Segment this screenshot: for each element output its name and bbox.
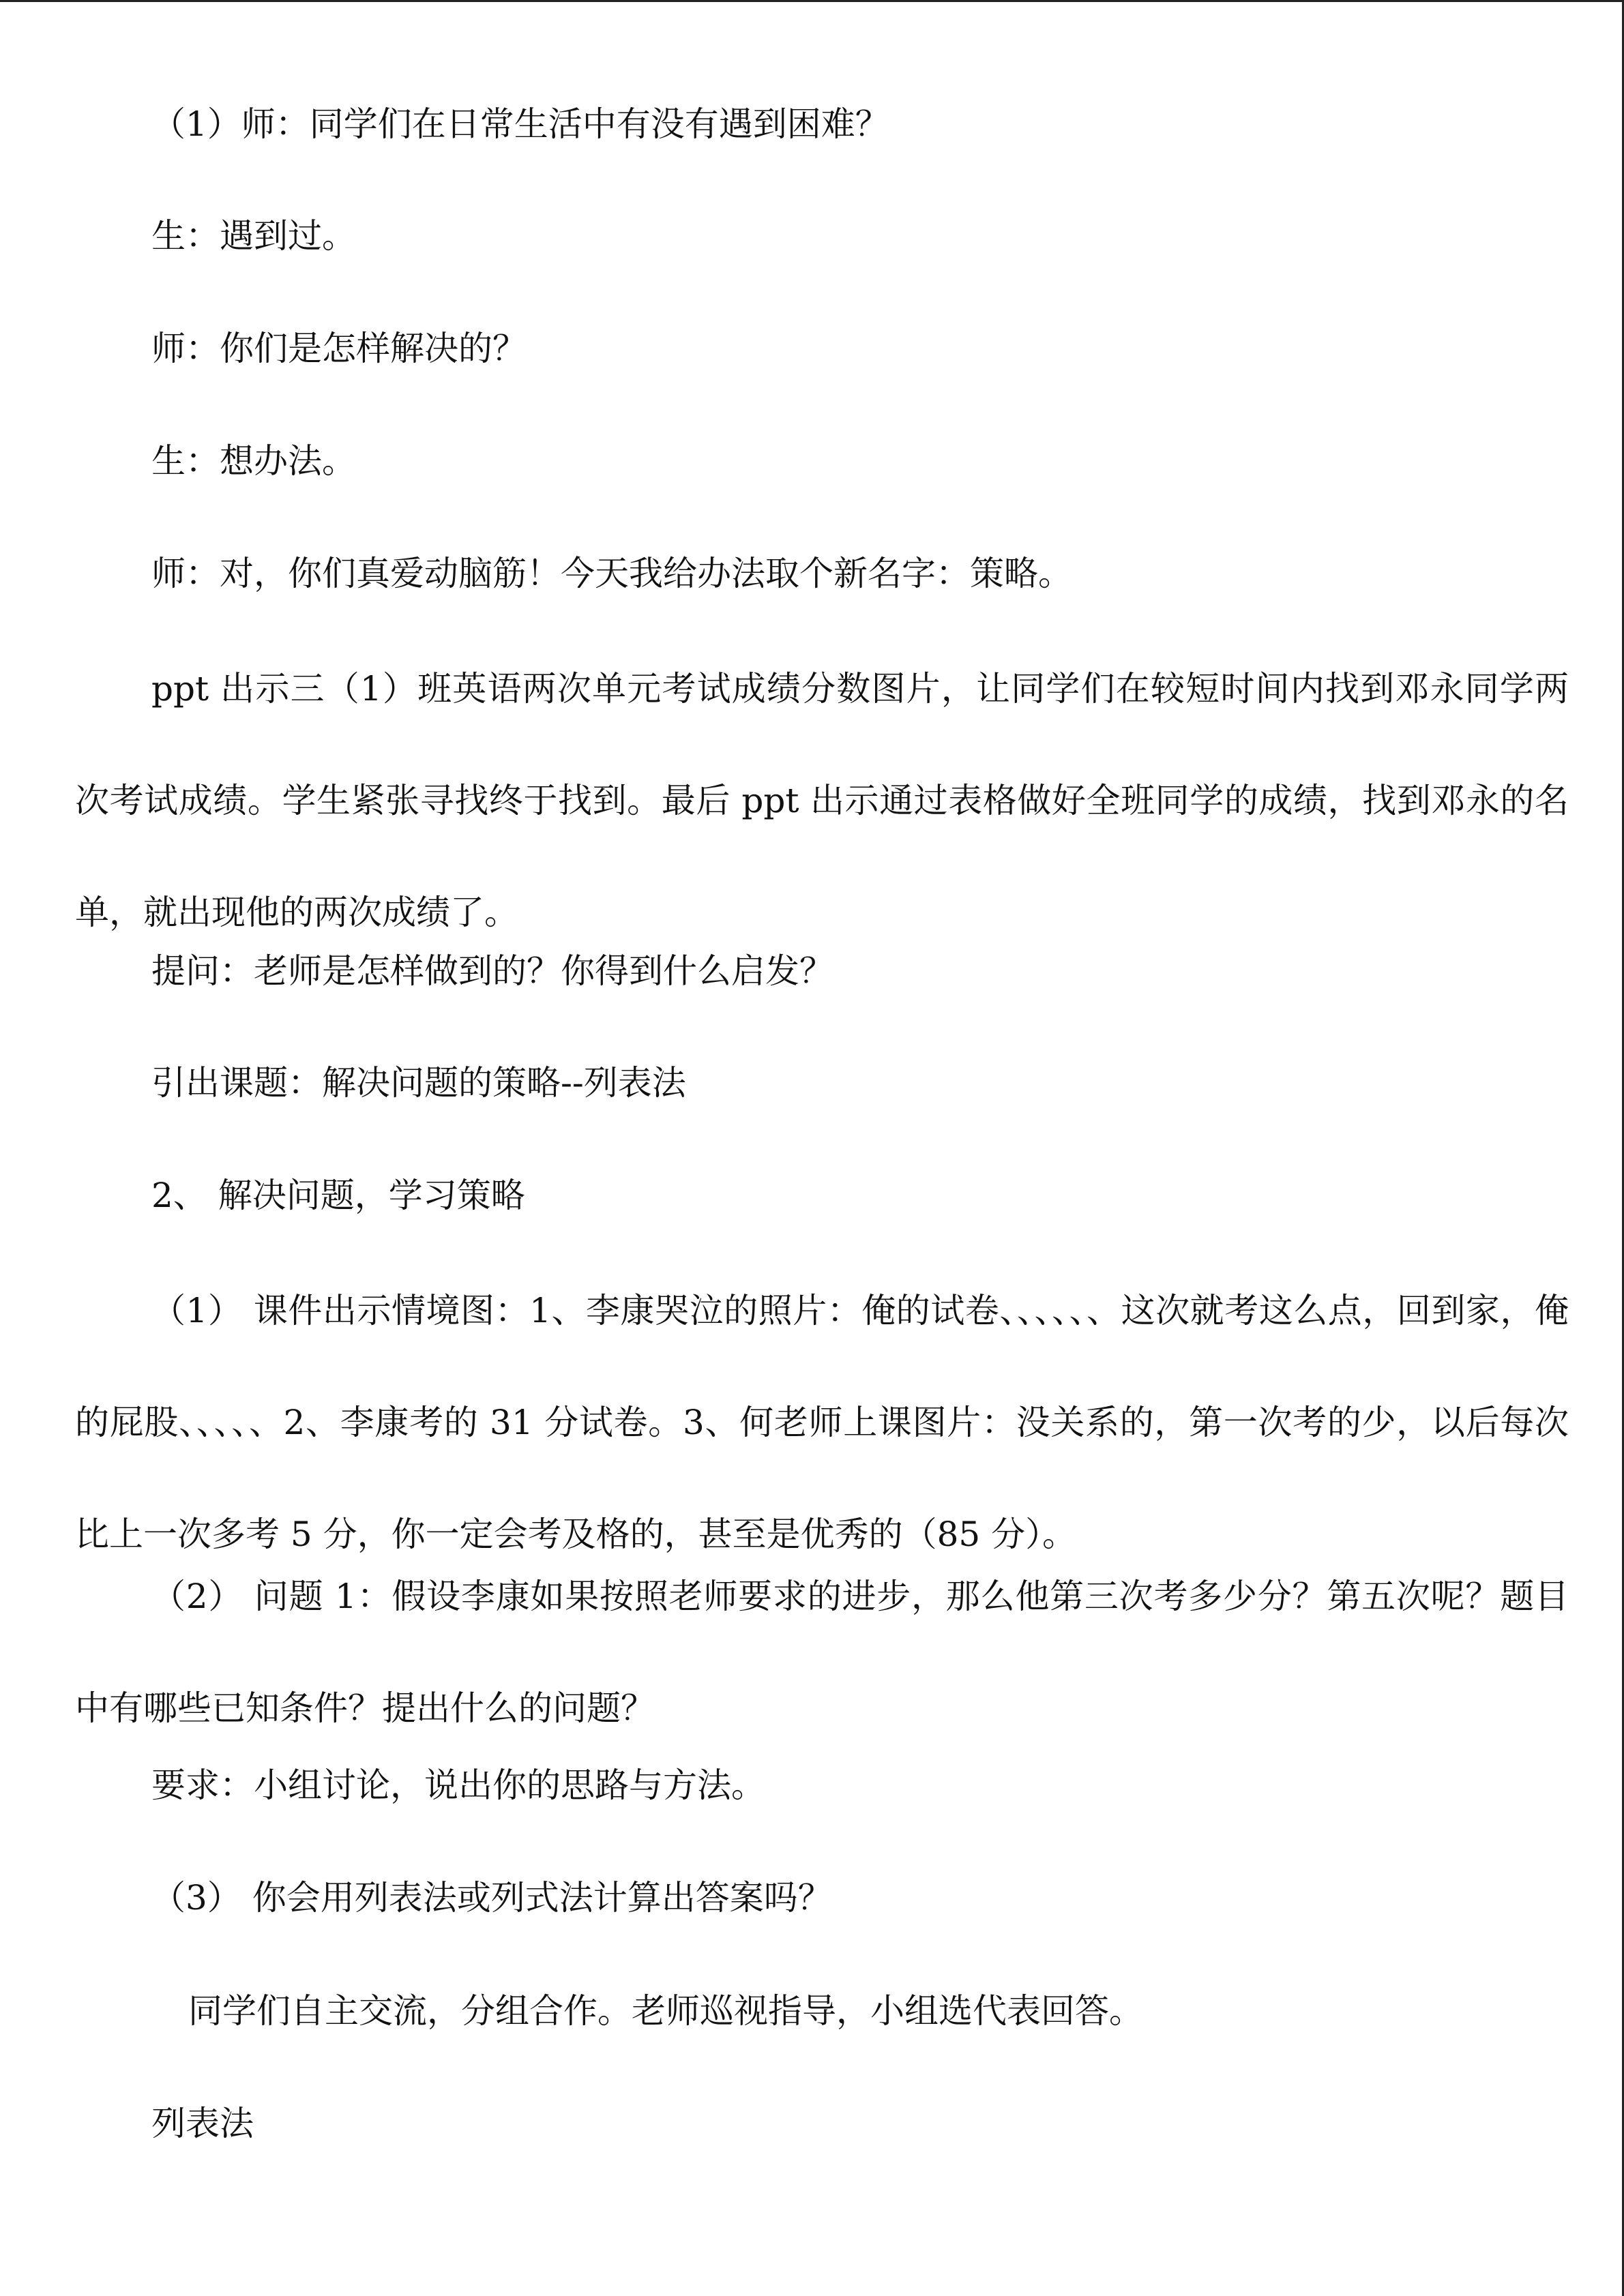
paragraph-table-or-formula: （3） 你会用列表法或列式法计算出答案吗？ — [151, 1878, 832, 1918]
paragraph-student-answer-met: 生：遇到过。 — [151, 216, 356, 256]
section-heading-solve-problem: 2、 解决问题，学习策略 — [151, 1176, 525, 1215]
paragraph-list-table-method: 列表法 — [151, 2104, 254, 2143]
paragraph-courseware-scenario: （1） 课件出示情境图：1、李康哭泣的照片：俺的试卷、、、、、、这次就考这么点，回到家，俺的屁股、、、、、2、李康考的 31 分试卷。3、何老师上课图片：没关系的，第一次考的少，以后每次比上一次多考 5 分，你一定会考及格的，甚至是优秀的（85 分）。 — [75, 1291, 1569, 1554]
paragraph-group-discussion: 要求：小组讨论，说出你的思路与方法。 — [151, 1765, 765, 1805]
paragraph-question-inspiration: 提问：老师是怎样做到的？你得到什么启发？ — [151, 951, 833, 991]
paragraph-question-one: （2） 问题 1：假设李康如果按照老师要求的进步，那么他第三次考多少分？第五次呢？题目中有哪些已知条件？提出什么的问题？ — [75, 1577, 1569, 1728]
paragraph-students-exchange: 同学们自主交流，分组合作。老师巡视指导，小组选代表回答。 — [188, 1991, 1143, 2031]
paragraph-student-think-way: 生：想办法。 — [151, 441, 356, 481]
paragraph-teacher-question-difficulty: （1）师：同学们在日常生活中有没有遇到困难？ — [151, 104, 889, 144]
paragraph-ppt-score-table: ppt 出示三（1）班英语两次单元考试成绩分数图片，让同学们在较短时间内找到邓永同学两次考试成绩。学生紧张寻找终于找到。最后 ppt 出示通过表格做好全班同学的成绩，找到邓永的名单，就出现他的两次成绩了。 — [75, 669, 1569, 932]
paragraph-teacher-how-solved: 师：你们是怎样解决的？ — [151, 329, 527, 368]
paragraph-lesson-topic: 引出课题：解决问题的策略--列表法 — [151, 1063, 686, 1103]
paragraph-teacher-strategy-name: 师：对，你们真爱动脑筋！今天我给办法取个新名字：策略。 — [151, 554, 1072, 593]
